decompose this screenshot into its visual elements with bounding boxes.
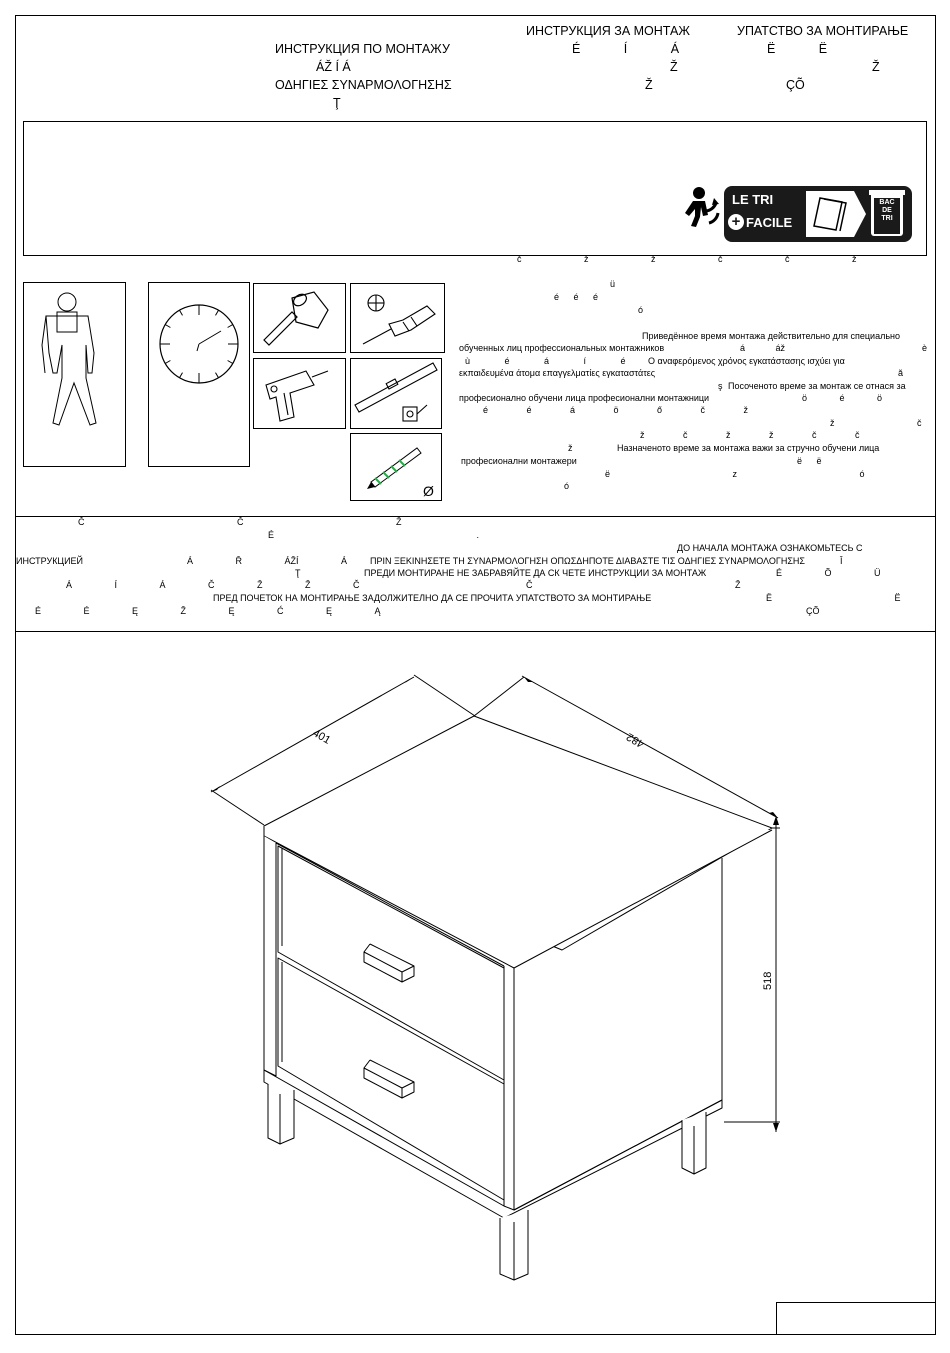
info-fragment: ă (898, 368, 904, 378)
title-fragment: ÇÕ (786, 78, 805, 92)
title-fragment: Ž (645, 78, 653, 92)
info-fragment: é é é (554, 292, 599, 302)
notice-fragment: Ë Ë (766, 593, 901, 603)
title-bg: ИНСТРУКЦИЯ ЗА МОНТАЖ (526, 24, 690, 38)
screwdriver-box (350, 283, 445, 353)
assembly-time-bg-2: професионално обучени лица професионални монтажници (459, 393, 710, 403)
info-fragment: ö é ö (802, 393, 883, 403)
info-fragment: ü (610, 279, 616, 289)
title-fragment: Ë Ë (767, 42, 828, 56)
notice-fragment: É . (268, 530, 480, 540)
read-instructions-gr: ΠΡΙΝ ΞΕΚΙΝΗΣΕΤΕ ΤΗ ΣΥΝΑΡΜΟΛΟΓΗΣΗ ΟΠΩΣΔΗΠΟΤΕ ΔΙΑΒΑΣΤΕ ΤΙΣ ΟΔΗΓΙΕΣ ΣΥΝΑΡΜΟΛΟΓΗΣΗΣ (370, 556, 805, 566)
assembly-time-sr-2: професионални монтажери (461, 456, 577, 466)
drill-box (253, 358, 346, 429)
title-fragment: É Í Á (572, 42, 680, 56)
diameter-symbol: Ø (423, 483, 434, 499)
page-corner-box (776, 1302, 936, 1335)
bin-label: BAC DE TRI (879, 199, 895, 222)
info-fragment: ù é á í é (465, 356, 626, 366)
assembly-time-sr: Назначеното време за монтажа важи за стручно обучени лица (617, 443, 880, 453)
logo-line-2: FACILE (746, 215, 793, 230)
plus-icon: + (728, 214, 744, 230)
notice-fragment: Á Í Á Č Ž Ž Č (66, 580, 360, 590)
info-fragment: č ž ž č č ž (517, 254, 857, 264)
spirit-level-icon (351, 359, 441, 428)
time-pictogram-box (148, 282, 250, 467)
title-gr: ΟΔΗΓΙΕΣ ΣΥΝΑΡΜΟΛΟΓΗΣΗΣ (275, 78, 452, 92)
assembly-time-bg: Посоченото време за монтаж се отнася за (728, 381, 906, 391)
nightstand-drawing (0, 632, 950, 1352)
notice-fragment: ÇÕ (806, 606, 820, 616)
notice-fragment: É Õ Ü (776, 568, 881, 578)
triman-recycling-icon (676, 183, 722, 231)
read-instructions-ru: ДО НАЧАЛА МОНТАЖА ОЗНАКОМЬТЕСЬ С (677, 543, 863, 553)
height-dimension: 518 (762, 971, 774, 990)
screwdriver-icon (351, 284, 444, 352)
info-fragment: è (922, 343, 928, 353)
notice-fragment: Á Ř ÁŽÍ Á (187, 556, 348, 566)
notice-fragment: É É Ę Ž Ę Ć Ę Ą (35, 606, 381, 616)
title-fragment: Ž (872, 60, 880, 74)
notice-fragment: Î (840, 556, 843, 566)
info-fragment: ş (718, 381, 723, 391)
drill-bit-box (350, 433, 442, 501)
title-fragment: ÁŽ Í Á (316, 60, 351, 74)
notice-fragment: Č Ž (526, 580, 741, 590)
info-fragment: ë ë (797, 456, 822, 466)
info-fragment: é é á ö ő č ž (483, 405, 749, 415)
assembly-time-gr: Ο αναφερόμενος χρόνος εγκατάστασης ισχύει για (648, 356, 845, 366)
clock-icon (149, 283, 249, 466)
drill-icon (254, 359, 345, 428)
assembly-time-ru-2: обученных лиц профессиональных монтажников (459, 343, 665, 353)
depth-dimension: 401 (310, 727, 333, 747)
worker-icon (24, 283, 125, 466)
le-tri-facile-logo (724, 186, 912, 242)
read-instructions-sr: ПРЕД ПОЧЕТОК НА МОНТИРАЊЕ ЗАДОЛЖИТЕЛНО ДА СЕ ПРОЧИТА УПАТСТВОТО ЗА МОНТИРАЊЕ (213, 593, 652, 603)
title-fragment: Ţ (333, 96, 341, 110)
info-fragment: á áž (740, 343, 786, 353)
info-fragment: ó (638, 305, 644, 315)
info-fragment: ë z ó (605, 469, 865, 479)
read-instructions-ru-2: ИНСТРУКЦИЕЙ (16, 556, 84, 566)
read-instructions-bg: ПРЕДИ МОНТИРАНЕ НЕ ЗАБРАВЯЙТЕ ДА СК ЧЕТЕ ИНСТРУКЦИИ ЗА МОНТАЖ (364, 568, 707, 578)
info-fragment: ž č ž ž č č (640, 430, 860, 440)
info-fragment: ž (568, 443, 573, 453)
title-ru: ИНСТРУКЦИЯ ПО МОНТАЖУ (275, 42, 450, 56)
width-dimension: 482 (624, 730, 647, 750)
hammer-box (253, 283, 346, 353)
notice-fragment: Ţ (295, 568, 301, 578)
info-fragment: ó (564, 481, 570, 491)
hammer-icon (254, 284, 345, 352)
title-sr: УПАТСТВО ЗА МОНТИРАЊЕ (737, 24, 909, 38)
title-fragment: Ž (670, 60, 678, 74)
logo-line-1: LE TRI (732, 192, 774, 207)
level-box (350, 358, 442, 429)
workers-pictogram-box (23, 282, 126, 467)
info-fragment: ž č (830, 418, 922, 428)
assembly-time-gr-2: εκπαιδευμένα άτομα επαγγελματίες εγκαταστάτες (459, 368, 656, 378)
notice-fragment: Č Č Ž (78, 517, 402, 527)
assembly-time-ru: Приведённое время монтажа действительно для специально (642, 331, 900, 341)
